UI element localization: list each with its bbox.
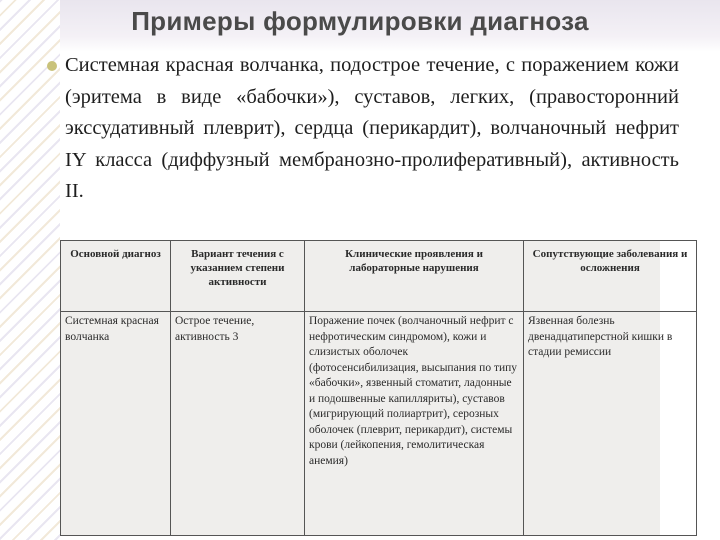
- header-course-variant: Вариант течения с указанием степени активности: [171, 241, 305, 312]
- header-comorbidities: Сопутствующие заболевания и осложнения: [524, 241, 697, 312]
- cell-course-variant: Острое течение, активность 3: [171, 312, 305, 536]
- header-main-diagnosis: Основной диагноз: [61, 241, 171, 312]
- cell-comorbidities: Язвенная болезнь двенадцатиперстной кишки в стадии ремиссии: [524, 312, 697, 536]
- diagnosis-text: Системная красная волчанка, подострое течение, с поражением кожи (эритема в виде «бабочки»), суставов, легких, (правосторонний экссудативный плеврит), сердца (перикардит), волчаночный нефрит IY класса (диффузный мембранозно-пролиферативный), активность II.: [65, 54, 679, 202]
- cell-clinical-findings: Поражение почек (волчаночный нефрит с нефротическим синдромом), кожи и слизистых оболочек (фотосенсибилизация, высыпания по типу «бабочки», язвенный стоматит, ладонные и подошвенные капилляриты), суставов (мигрирующий полиартрит), серозных оболочек (плеврит, перикардит), системы крови (лейкопения, гемолитическая анемия): [305, 312, 524, 536]
- header-clinical-findings: Клинические проявления и лабораторные нарушения: [305, 241, 524, 312]
- slide-title: Примеры формулировки диагноза: [131, 6, 589, 36]
- diagnosis-example: [47, 50, 679, 208]
- table-header-row: [61, 241, 697, 312]
- diagnosis-table: [60, 240, 697, 536]
- diagnosis-table-image: [60, 240, 688, 536]
- table-row: [61, 312, 697, 536]
- cell-main-diagnosis: Системная красная волчанка: [61, 312, 171, 536]
